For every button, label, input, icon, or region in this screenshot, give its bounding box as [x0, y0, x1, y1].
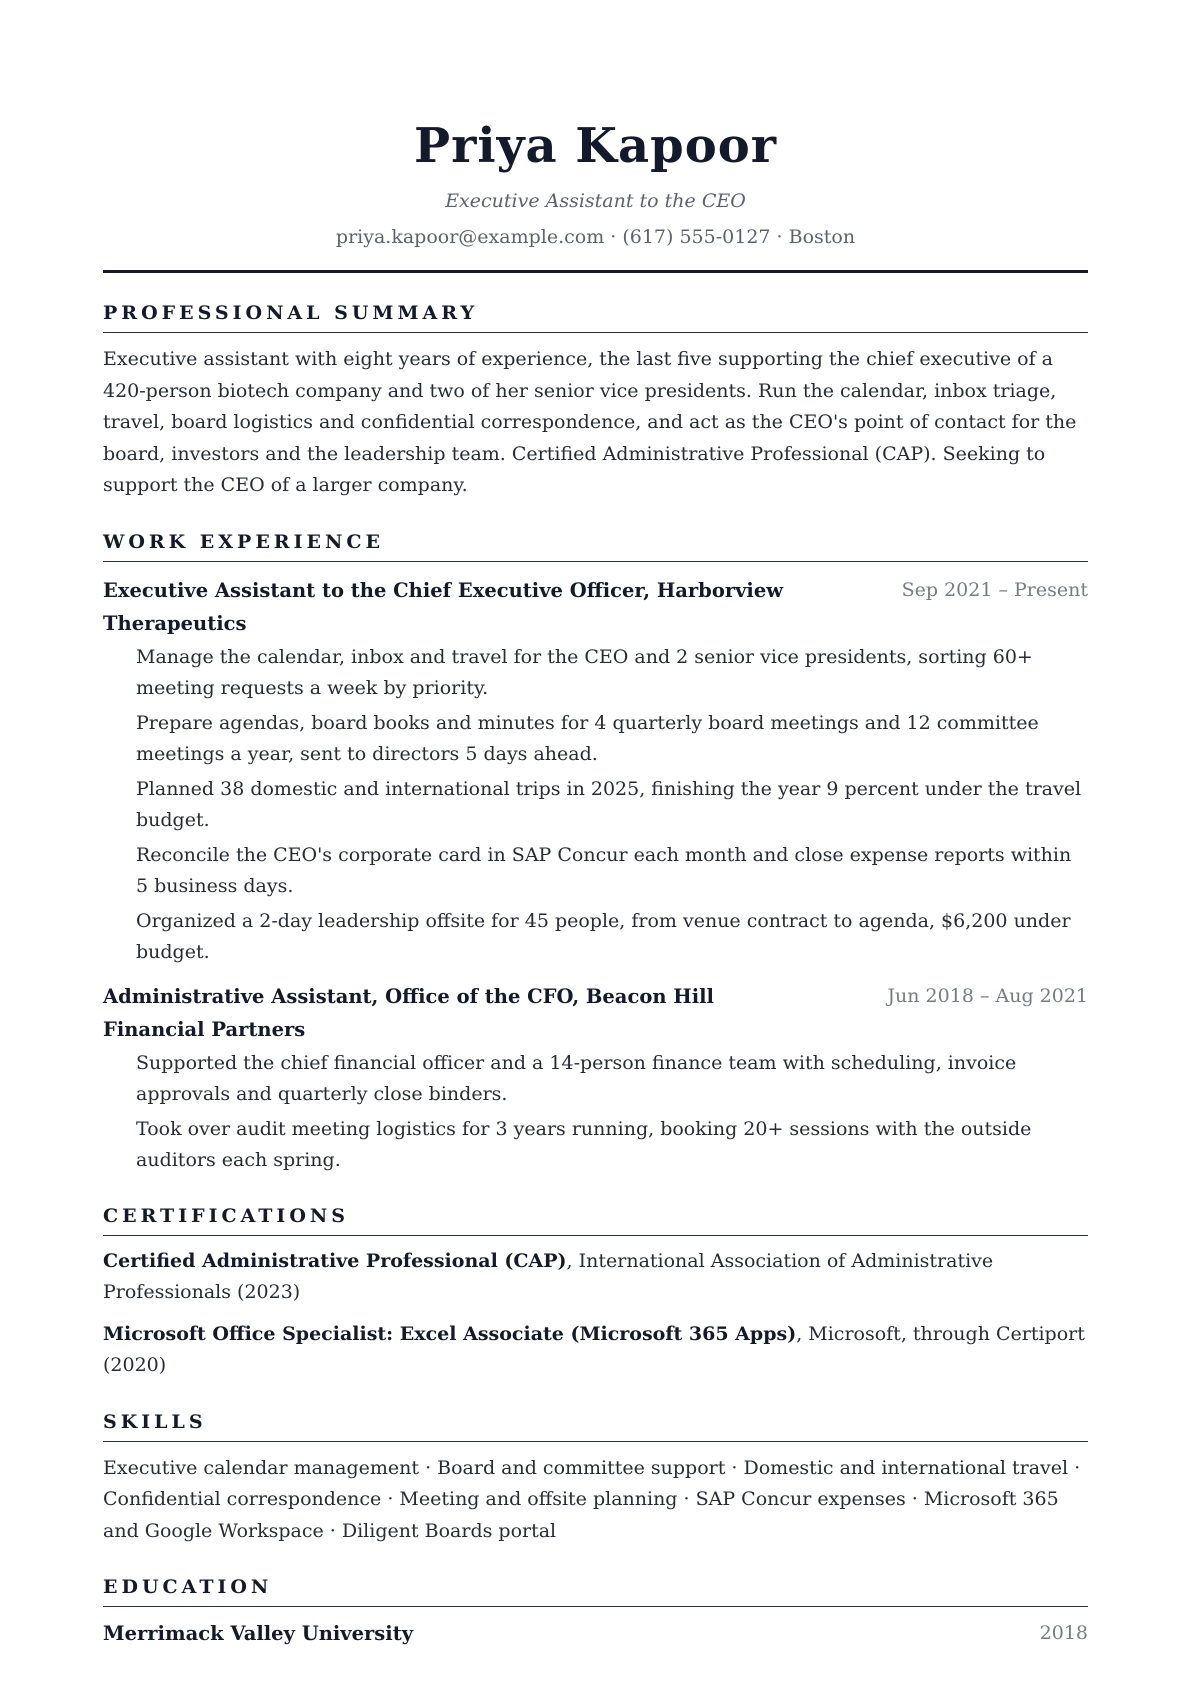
summary-section — [103, 301, 1088, 502]
job-bullet: Reconcile the CEO's corporate card in SAP Concur each month and close expense reports within 5 business days. — [136, 843, 1072, 897]
job-bullets — [103, 1048, 1088, 1176]
job-bullet: Planned 38 domestic and international trips in 2025, finishing the year 9 percent under the travel budget. — [136, 777, 1082, 831]
skills-section — [103, 1410, 1088, 1548]
candidate-name: Priya Kapoor — [413, 118, 778, 174]
education-school: Merrimack Valley University — [103, 1622, 414, 1645]
certification-detail: , International Association of Administrative Professionals (2023) — [103, 1249, 994, 1303]
education-entry — [103, 1617, 1088, 1650]
section-heading-experience: WORK EXPERIENCE — [103, 530, 1088, 562]
header-divider — [103, 270, 1088, 273]
section-heading-summary: PROFESSIONAL SUMMARY — [103, 301, 1088, 333]
certification-detail: , Microsoft, through Certiport (2020) — [103, 1322, 1085, 1376]
job-title: Executive Assistant to the Chief Executive Officer, Harborview Therapeutics — [103, 578, 784, 635]
education-section — [103, 1575, 1088, 1650]
section-heading-skills: SKILLS — [103, 1410, 1088, 1442]
job-entry — [103, 574, 1088, 968]
job-header — [103, 574, 1088, 640]
section-heading-education: EDUCATION — [103, 1575, 1088, 1607]
job-bullet: Manage the calendar, inbox and travel for the CEO and 2 senior vice presidents, sorting 60+ meeting requests a week by priority. — [136, 645, 1033, 699]
summary-text: Executive assistant with eight years of experience, the last five supporting the chief executive of a 420-person biotech company and two of her senior vice presidents. Run the calendar, inbox triage, travel, board logistics and confidential correspondence, and act as the CEO's point of contact for the board, investors and the leadership team. Certified Administrative Professional (CAP). Seeking to support the CEO of a larger company. — [103, 348, 1077, 496]
education-year: 2018 — [1039, 1622, 1088, 1644]
job-bullets — [103, 642, 1088, 968]
job-bullet: Supported the chief financial officer and a 14-person finance team with scheduling, invoice approvals and quarterly close binders. — [136, 1051, 1017, 1105]
job-header — [103, 980, 1088, 1046]
certification-name: Microsoft Office Specialist: Excel Associate (Microsoft 365 Apps) — [103, 1322, 797, 1345]
experience-section — [103, 530, 1088, 1176]
candidate-title: Executive Assistant to the CEO — [445, 190, 746, 212]
job-bullet: Prepare agendas, board books and minutes for 4 quarterly board meetings and 12 committee meetings a year, sent to directors 5 days ahead. — [136, 711, 1039, 765]
certification-item — [103, 1246, 1088, 1309]
job-title: Administrative Assistant, Office of the CFO, Beacon Hill Financial Partners — [103, 984, 714, 1041]
job-dates: Jun 2018 – Aug 2021 — [887, 984, 1088, 1007]
certification-name: Certified Administrative Professional (CAP) — [103, 1249, 567, 1272]
job-entry — [103, 980, 1088, 1176]
job-bullet: Organized a 2-day leadership offsite for 45 people, from venue contract to agenda, $6,200 under budget. — [136, 909, 1071, 963]
job-bullet: Took over audit meeting logistics for 3 years running, booking 20+ sessions with the outside auditors each spring. — [136, 1117, 1032, 1171]
job-dates: Sep 2021 – Present — [901, 578, 1088, 601]
skills-text: Executive calendar management · Board and committee support · Domestic and international travel · Confidential correspondence · Meeting and offsite planning · SAP Concur expenses · Microsoft 365 and Google Workspace · Diligent Boards portal — [103, 1456, 1081, 1542]
certification-item — [103, 1319, 1088, 1382]
section-heading-certifications: CERTIFICATIONS — [103, 1204, 1088, 1236]
contact-line: priya.kapoor@example.com · (617) 555-0127 · Boston — [335, 226, 856, 248]
certifications-section — [103, 1204, 1088, 1382]
resume-header — [103, 0, 1088, 250]
